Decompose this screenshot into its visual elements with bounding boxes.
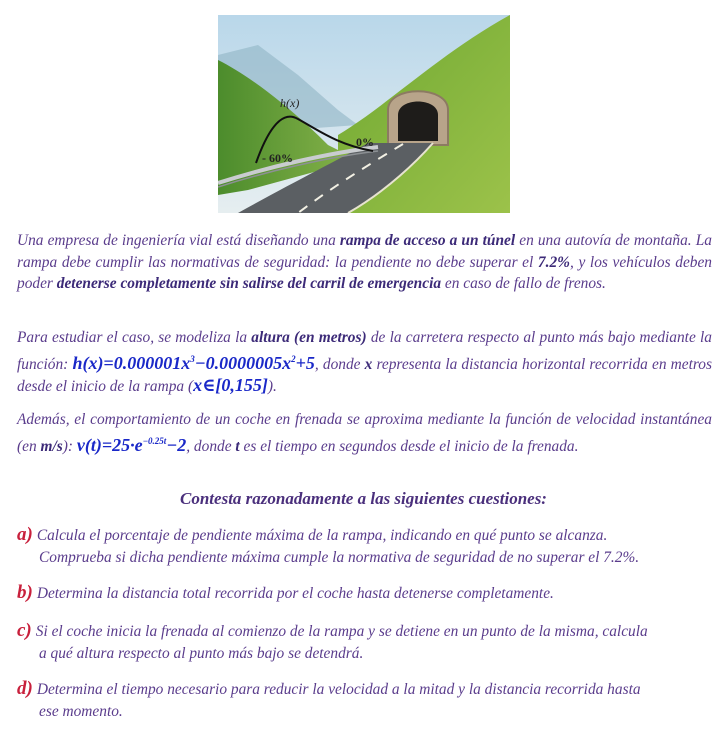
height-formula-exp2: 2 [291,353,296,364]
p1-text-1: Una empresa de ingeniería vial está diseñando una [17,232,340,249]
question-d-text: Determina el tiempo necesario para reducir la velocidad a la mitad y la distancia recorrida hasta [36,681,641,698]
question-b-label: b) [17,582,33,603]
velocity-formula-exp: −0.25t [142,435,167,446]
question-b [17,582,712,605]
p2-text-1: Para estudiar el caso, se modeliza la [17,329,252,346]
question-c-label: c) [17,620,32,641]
domain-formula: x∈[0,155] [193,375,268,396]
p1-text-4: en caso de fallo de frenos. [441,275,606,293]
p1-text-2: en una autovía de montaña. La rampa debe cumplir las normativas de seguridad: la pendiente no debe superar el [17,232,712,271]
question-c [17,620,712,665]
p2-text-4: representa la distancia horizontal recorrida en metros desde el inicio de la rampa ( [17,355,712,396]
height-function-paragraph [17,327,712,398]
question-d-continuation: ese momento. [39,703,123,720]
p3-unit: m/s [40,437,63,455]
p1-bold-percentage: 7.2% [537,253,570,271]
height-formula-lhs: h(x)=0.000001x [72,352,191,373]
question-c-continuation: a qué altura respecto al punto más bajo se detendrá. [39,645,364,662]
p2-text-3: , donde [314,355,365,373]
tunnel-opening [398,102,438,142]
p2-bold-height: altura (en metros) [251,329,367,346]
p3-text-2: ): [62,437,77,455]
question-a [17,524,712,569]
p2-text-5: ). [267,378,277,396]
tunnel-ramp-illustration [218,15,510,213]
function-label: h(x) [280,96,300,110]
height-formula [72,353,314,373]
question-b-text: Determina la distancia total recorrida por el coche hasta detenerse completamente. [36,585,554,602]
p3-text-3: , donde [186,437,236,455]
p1-text-3: , y los vehículos deben poder [17,253,712,293]
p3-text-4: es el tiempo en segundos desde el inicio de la frenada. [239,437,579,455]
velocity-function-paragraph [17,409,712,457]
intro-paragraph [17,230,712,295]
p3-text-1: Además, el comportamiento de un coche en frenada se aproxima mediante la función de velocidad instantánea (en [17,411,712,455]
question-c-text: Si el coche inicia la frenada al comienzo de la rampa y se detiene en un punto de la misma, calcula [35,623,648,640]
p3-var-t: t [235,437,240,455]
question-a-continuation: Comprueba si dicha pendiente máxima cumple la normativa de seguridad de no superar el 7.2%. [39,549,640,566]
question-a-text: Calcula el porcentaje de pendiente máxima de la rampa, indicando en qué punto se alcanza. [36,527,608,544]
question-a-label: a) [17,524,33,545]
left-slope-label: - 60% [262,151,293,165]
p1-bold-stop: detenerse completamente sin salirse del carril de emergencia [56,275,442,293]
p2-text-2: de la carretera respecto al punto más bajo mediante la función: [17,329,712,373]
p1-bold-ramp: rampa de acceso a un túnel [339,232,516,249]
velocity-formula-end: −2 [166,434,187,455]
height-formula-end: +5 [295,352,315,373]
question-d [17,678,712,723]
velocity-formula [77,435,186,455]
illustration-svg [218,15,510,213]
height-formula-exp1: 3 [190,353,195,364]
height-formula-mid: −0.0000005x [194,352,292,373]
velocity-formula-lhs: v(t)=25·e [76,434,143,455]
question-d-label: d) [17,678,33,699]
p2-var-x: x [364,355,373,373]
right-slope-label: 0% [356,135,374,149]
questions-heading: Contesta razonadamente a las siguientes cuestiones: [180,489,547,508]
